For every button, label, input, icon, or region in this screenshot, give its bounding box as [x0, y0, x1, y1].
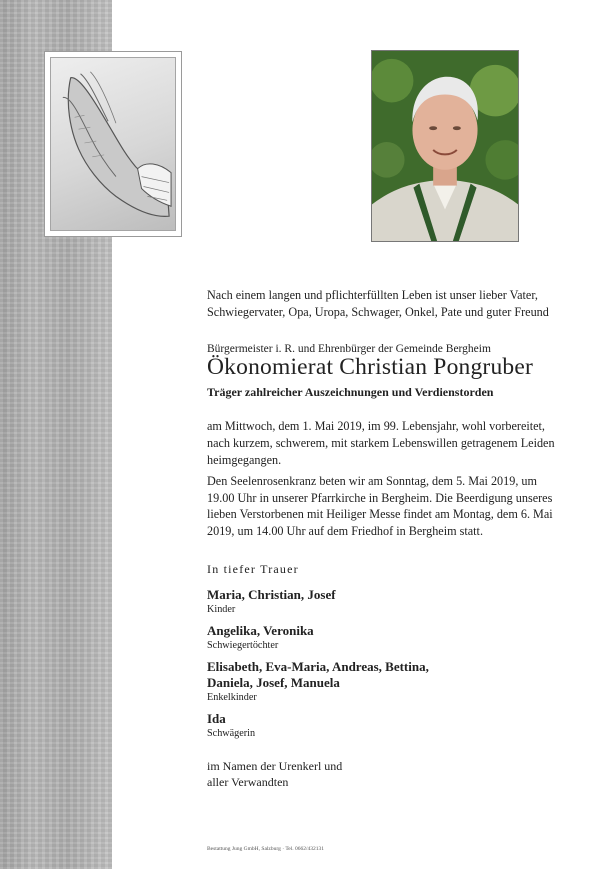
mourner-group	[207, 587, 567, 616]
closing-note: im Namen der Urenkerl und aller Verwandten	[207, 759, 343, 789]
mourner-names: Elisabeth, Eva-Maria, Andreas, Bettina, Daniela, Josef, Manuela	[207, 659, 429, 690]
mourner-relation: Schwiegertöchter	[207, 640, 279, 651]
mourner-names: Ida	[207, 711, 226, 726]
mourner-relation: Kinder	[207, 604, 236, 615]
honors-line: Träger zahlreicher Auszeichnungen und Verdienstorden	[207, 385, 494, 399]
deceased-name: Ökonomierat Christian Pongruber	[207, 354, 534, 380]
mourner-group	[207, 711, 567, 740]
mourner-names: Angelika, Veronika	[207, 623, 314, 638]
portrait-photo	[371, 50, 519, 242]
mourner-group	[207, 623, 567, 652]
praying-hands-icon	[50, 57, 176, 231]
intro-text: Nach einem langen und pflichterfüllten Leben ist unser lieber Vater, Schwiegervater, Opa, Uropa, Schwager, Onkel, Pate und guter Freund	[207, 288, 549, 319]
honorary-title: Bürgermeister i. R. und Ehrenbürger der Gemeinde Bergheim	[207, 343, 491, 355]
mourner-relation: Enkelkinder	[207, 692, 257, 703]
mourning-heading: In tiefer Trauer	[207, 562, 299, 576]
mourner-names: Maria, Christian, Josef	[207, 587, 336, 602]
service-details: Den Seelenrosenkranz beten wir am Sonntag, dem 5. Mai 2019, um 19.00 Uhr in unserer Pfarrkirche in Bergheim. Die Beerdigung unseres lieben Verstorbenen mit Heiliger Messe findet am Montag, dem 6. Mai 2019, um 14.00 Uhr auf dem Friedhof in Bergheim statt.	[207, 474, 553, 538]
praying-hands-image	[44, 51, 182, 237]
mourner-relation: Schwägerin	[207, 728, 256, 739]
death-notice: am Mittwoch, dem 1. Mai 2019, im 99. Lebensjahr, wohl vorbereitet, nach kurzem, schwerem, mit starkem Lebenswillen getragenem Leiden heimgegangen.	[207, 419, 555, 467]
mourner-list	[207, 587, 567, 747]
footer-imprint: Bestattung Jung GmbH, Salzburg · Tel. 0662/432131	[207, 846, 325, 852]
mourner-group	[207, 659, 567, 704]
